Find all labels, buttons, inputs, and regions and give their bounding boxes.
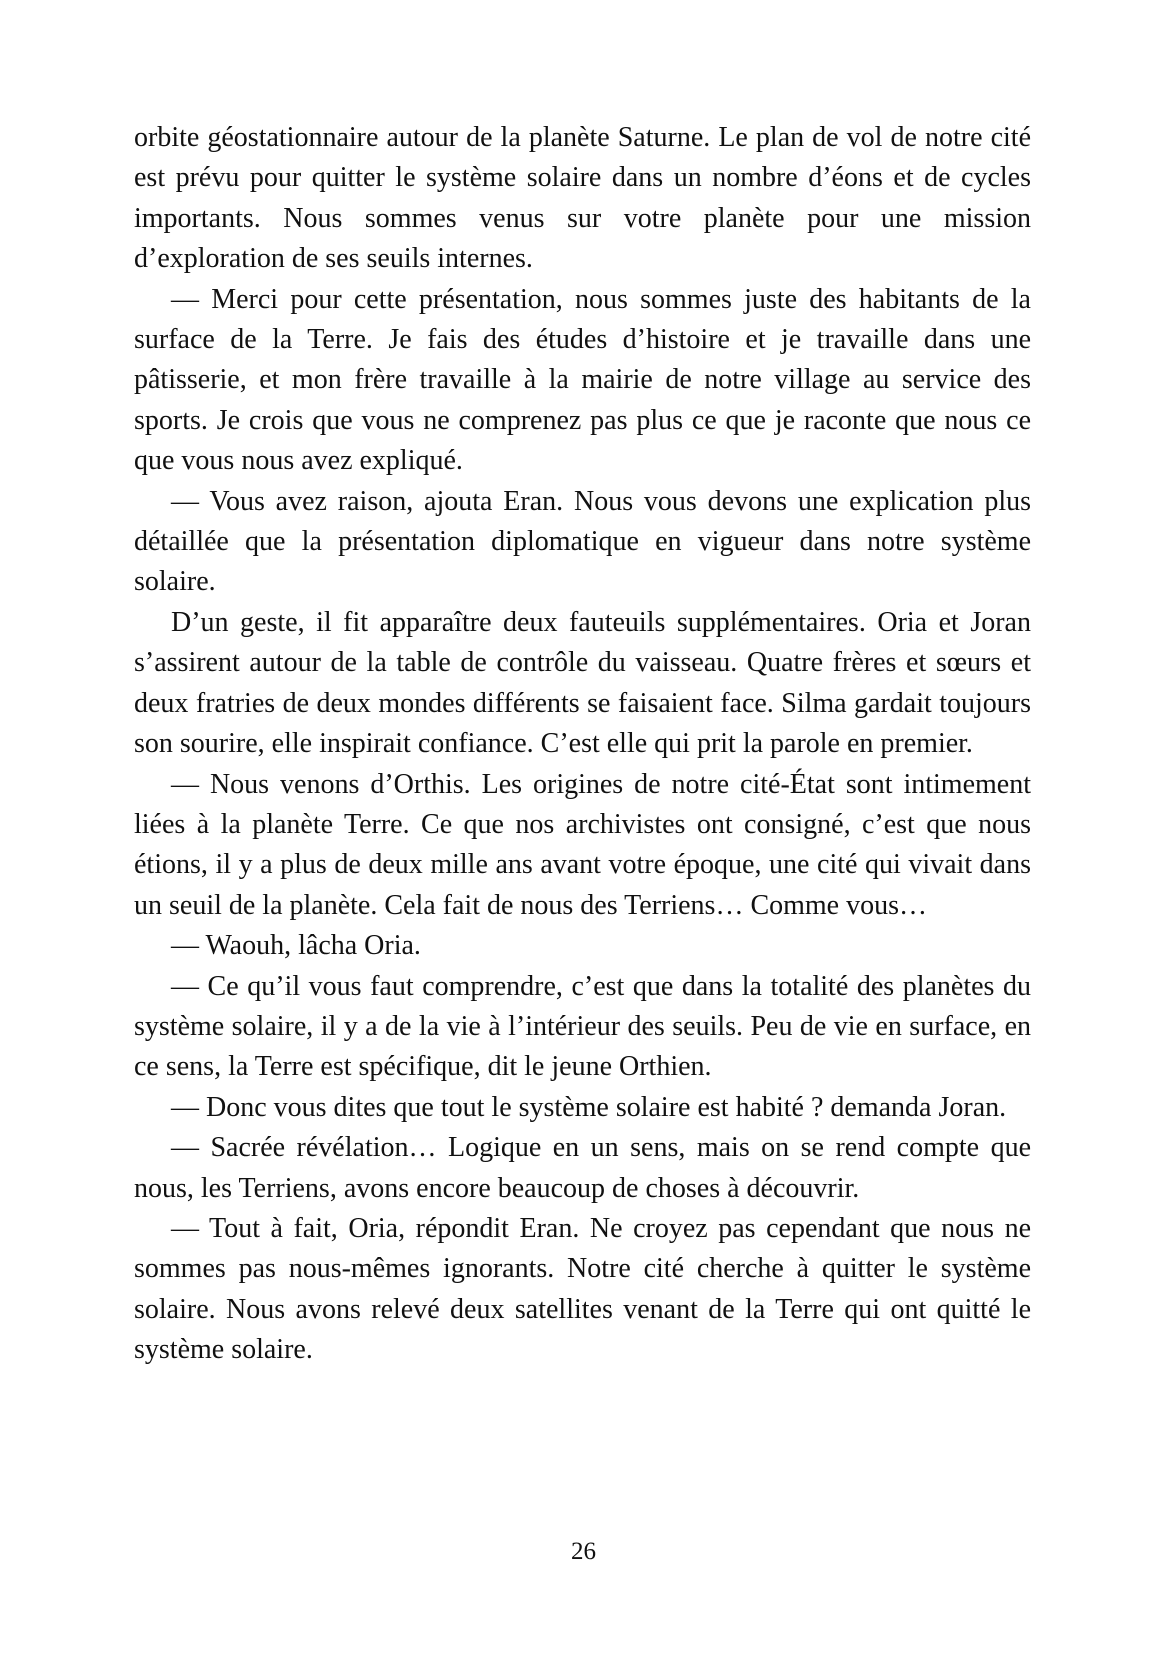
paragraph-4: D’un geste, il fit apparaître deux fauteuils supplémentaires. Oria et Joran s’assirent autour de la table de contrôle du vaisseau. Quatre frères et sœurs et deux fratries de deux mondes différents se faisaient face. Silma gardait toujours son sourire, elle inspirait confiance. C’est elle qui prit la parole en premier. bbox=[134, 606, 1031, 760]
paragraph-5: — Nous venons d’Orthis. Les origines de notre cité-État sont intimement liées à la planète Terre. Ce que nos archivistes ont consigné, c’est que nous étions, il y a plus de deux mille ans avant votre époque, une cité qui vivait dans un seuil de la planète. Cela fait de nous des Terriens… Comme vous… bbox=[134, 768, 1031, 921]
paragraph-1: orbite géostationnaire autour de la planète Saturne. Le plan de vol de notre cité est prévu pour quitter le système solaire dans un nombre d’éons et de cycles importants. Nous sommes venus sur votre planète pour une mission d’exploration de ses seuils internes. bbox=[134, 122, 1031, 275]
body-text bbox=[134, 118, 1031, 1371]
paragraph-9: — Sacrée révélation… Logique en un sens, mais on se rend compte que nous, les Terriens, avons encore beaucoup de choses à découvrir. bbox=[134, 1132, 1031, 1204]
paragraph-3: — Vous avez raison, ajouta Eran. Nous vous devons une explication plus détaillée que la présentation diplomatique en vigueur dans notre système solaire. bbox=[134, 485, 1031, 598]
paragraph-6: — Waouh, lâcha Oria. bbox=[171, 930, 421, 962]
paragraph-7: — Ce qu’il vous faut comprendre, c’est que dans la totalité des planètes du système solaire, il y a de la vie à l’intérieur des seuils. Peu de vie en surface, en ce sens, la Terre est spécifique, dit le jeune Orthien. bbox=[134, 970, 1031, 1083]
paragraph-2: — Merci pour cette présentation, nous sommes juste des habitants de la surface de la Terre. Je fais des études d’histoire et je travaille dans une pâtisserie, et mon frère travaille à la mairie de notre village au service des sports. Je crois que vous ne comprenez pas plus ce que je raconte que nous ce que vous nous avez expliqué. bbox=[134, 283, 1031, 477]
paragraph-10: — Tout à fait, Oria, répondit Eran. Ne croyez pas cependant que nous ne sommes pas nous-mêmes ignorants. Notre cité cherche à quitter le système solaire. Nous avons relevé deux satellites venant de la Terre qui ont quitté le système solaire. bbox=[134, 1212, 1031, 1366]
paragraph-8: — Donc vous dites que tout le système solaire est habité ? demanda Joran. bbox=[171, 1091, 1007, 1123]
page-number: 26 bbox=[571, 1538, 596, 1565]
